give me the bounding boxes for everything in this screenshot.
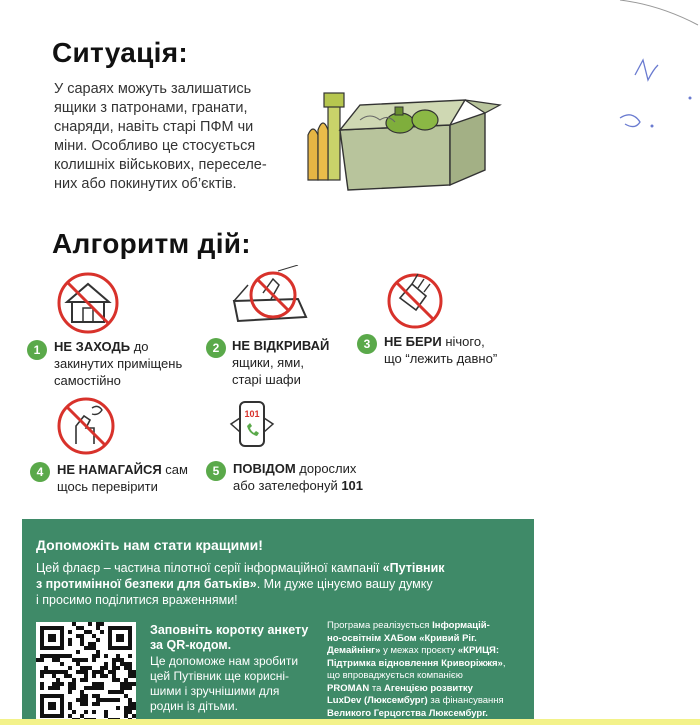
situation-title: Ситуація: — [52, 37, 188, 68]
no-open-box-icon — [228, 265, 312, 329]
feedback-heading: Допоможіть нам стати кращими! — [36, 537, 263, 553]
no-check-icon — [54, 394, 118, 458]
qr-title: Заповніть коротку анкету за QR-кодом. — [150, 623, 309, 652]
program-credits: Програма реалізується Інформацій- но-освітнім ХАБом «Кривий Ріг. Демайнінг» у межах проєкту «КРИЦЯ: Підтримка відновлення Криворіжжя», що впроваджується компанією PROMAN та Агенцією розвитку LuxDev (Люксембург) за фінансування Великого Герцогства Люксембург. — [327, 620, 506, 719]
step-1-text: НЕ ЗАХОДЬ до закинутих приміщень самостійно — [54, 339, 183, 388]
step-3-text: НЕ БЕРИ нічого, що “лежить давно” — [384, 334, 498, 366]
ammo-crate-illustration — [300, 85, 510, 195]
step-4-number: 4 — [30, 462, 50, 482]
step-2-number: 2 — [206, 338, 226, 358]
algorithm-title: Алгоритм дій: — [52, 228, 251, 259]
step-4-text: НЕ НАМАГАЙСЯ сам щось перевірити — [57, 462, 188, 494]
scan-edge — [0, 719, 700, 725]
phone-101-icon — [228, 398, 276, 456]
step-3-number: 3 — [357, 334, 377, 354]
step-2-text: НЕ ВІДКРИВАЙ ящики, ями, старі шафи — [232, 338, 330, 387]
no-take-icon — [384, 268, 446, 330]
phone-101-label: 101 — [244, 409, 260, 419]
no-enter-house-icon — [55, 270, 121, 336]
feedback-paragraph: Цей флаєр – частина пілотної серії інформаційної кампанії «Путівник з протимінної безпеки для батьків». Ми дуже цінуємо вашу думку і просимо поділитися враженнями! — [36, 561, 445, 607]
pen-scribble — [600, 0, 700, 140]
situation-text: У сараях можуть залишатись ящики з патронами, гранати, снаряди, навіть старі ПФМ чи міни. Особливо це стосується колишніх військових, переселе- них або покинутих об’єктів. — [54, 81, 267, 192]
qr-description: Це допоможе нам зробити цей Путівник ще корисні- шими і зручнішими для родин із дітьми. — [150, 654, 299, 713]
step-5-number: 5 — [206, 461, 226, 481]
step-1-number: 1 — [27, 340, 47, 360]
feedback-panel — [22, 519, 534, 725]
qr-code[interactable] — [36, 622, 136, 722]
step-5-text: ПОВІДОМ дорослих або зателефонуй 101 — [233, 461, 364, 493]
